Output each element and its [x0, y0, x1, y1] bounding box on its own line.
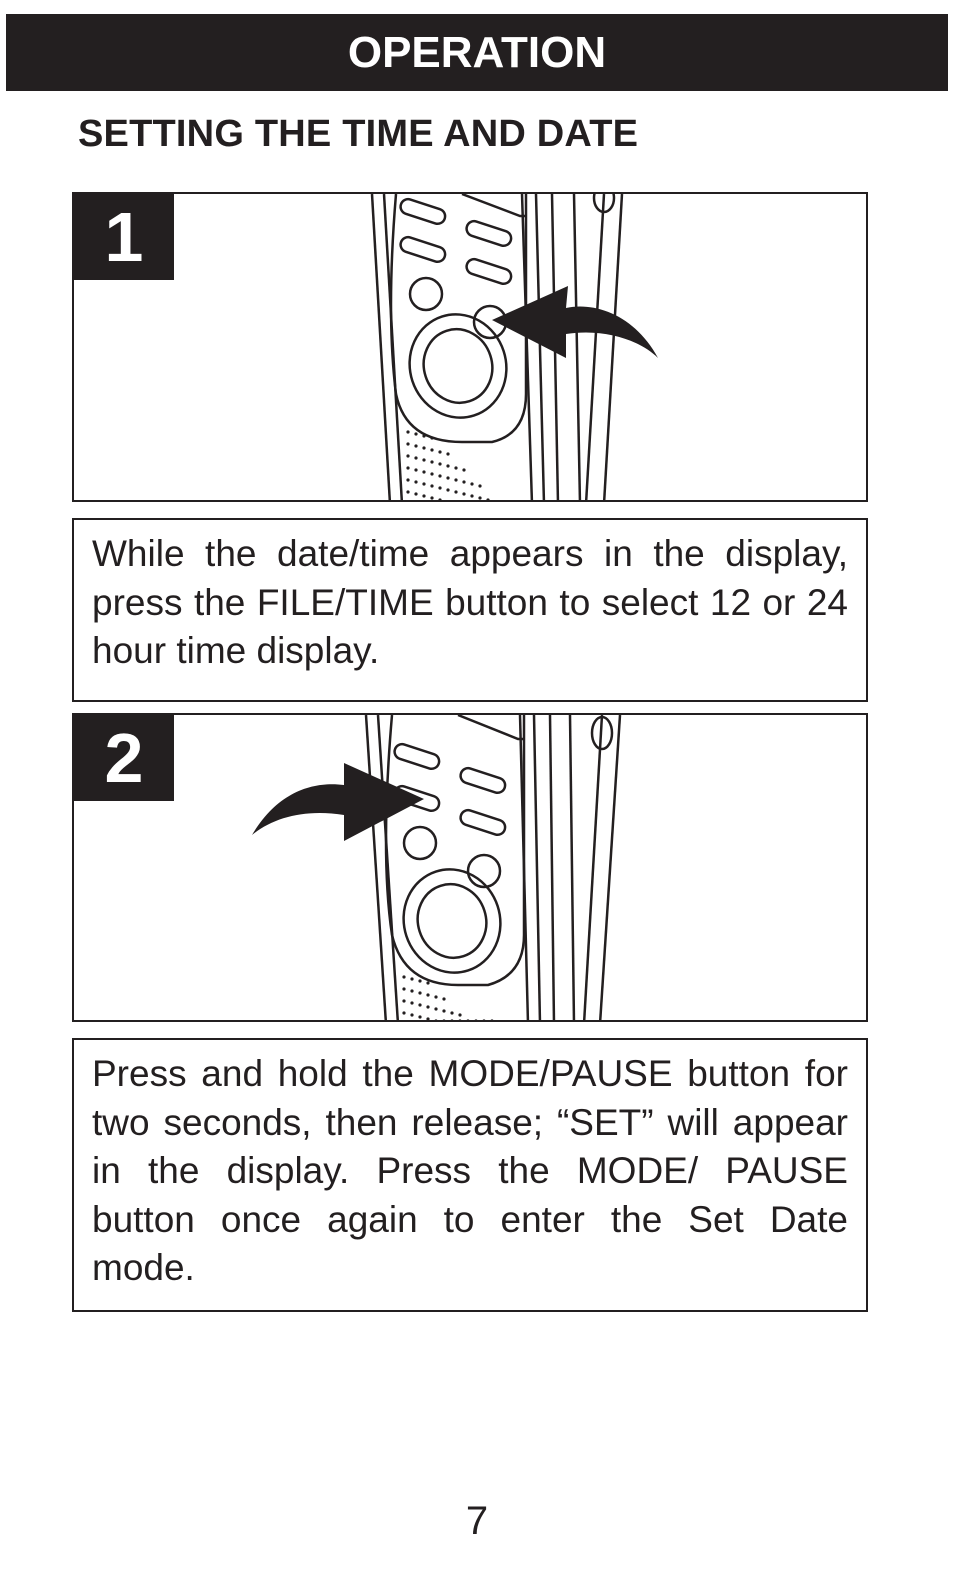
recorder-press-mode-pause-illustration: [74, 715, 868, 1022]
recorder-press-file-time-illustration: [74, 194, 868, 502]
step-1-illustration: [72, 192, 868, 502]
step-1-instruction: While the date/time appears in the display, press the FILE/TIME button to select 12 or 24 hour time display.: [72, 518, 868, 702]
page-number: 7: [465, 1499, 489, 1543]
page-title: SETTING THE TIME AND DATE: [78, 113, 639, 155]
step-2-badge: 2: [74, 715, 174, 801]
section-header: OPERATION: [6, 14, 948, 91]
arrow-right-icon: [252, 763, 424, 841]
step-2-instruction: Press and hold the MODE/PAUSE button for two seconds, then release; “SET” will appear in the display. Press the MODE/ PAUSE button once again to enter the Set Date mode.: [72, 1038, 868, 1312]
step-1-badge: 1: [74, 194, 174, 280]
step-2-illustration: [72, 713, 868, 1022]
